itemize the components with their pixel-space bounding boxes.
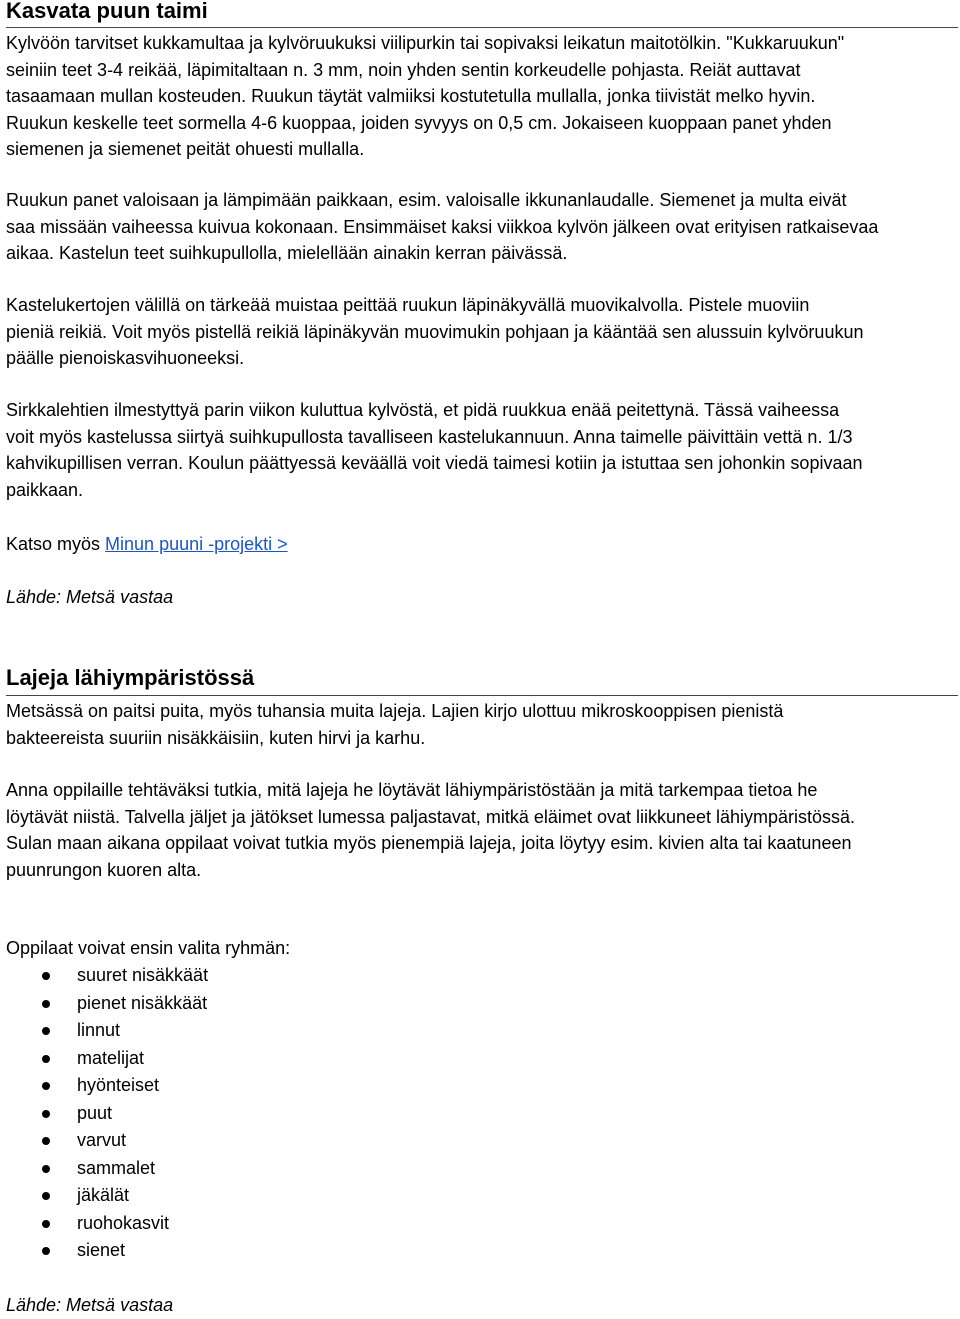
list-item bbox=[0, 1155, 600, 1183]
list-item-label: sammalet bbox=[77, 1157, 156, 1178]
text-line: Kylvöön tarvitset kukkamultaa ja kylvöruukuksi viilipurkin tai sopivaksi leikatun maitotölkin. "Kukkaruukun" bbox=[6, 33, 845, 53]
text-line: bakteereista suuriin nisäkkäisiin, kuten hirvi ja karhu. bbox=[6, 727, 426, 748]
paragraph-placement bbox=[6, 187, 958, 267]
bullet-icon bbox=[42, 1110, 50, 1118]
see-also-prefix: Katso myös bbox=[6, 534, 106, 554]
paragraph-assignment bbox=[6, 777, 958, 883]
list-item-label: hyönteiset bbox=[77, 1075, 160, 1095]
text-line: Anna oppilaille tehtäväksi tutkia, mitä lajeja he löytävät lähiympäristöstään ja mitä tarkempaa tietoa he bbox=[6, 780, 818, 800]
text-line: Sulan maan aikana oppilaat voivat tutkia myös pienempiä lajeja, joita löytyy esim. kivien alta tai kaatuneen bbox=[6, 833, 852, 853]
list-item-label: varvut bbox=[77, 1130, 127, 1150]
list-item bbox=[0, 1210, 600, 1238]
list-item-label: pienet nisäkkäät bbox=[77, 992, 208, 1013]
text-line: pieniä reikiä. Voit myös pistellä reikiä läpinäkyvän muovimukin pohjaan ja kääntää sen alussuin kylvöruukun bbox=[6, 321, 864, 342]
bullet-icon bbox=[42, 1137, 50, 1145]
bullet-icon bbox=[42, 1055, 50, 1063]
bullet-icon bbox=[42, 1165, 50, 1173]
list-item bbox=[0, 990, 600, 1018]
list-item bbox=[0, 1182, 600, 1210]
section-title-kasvata: Kasvata puun taimi bbox=[6, 0, 208, 23]
text-line: Kastelukertojen välillä on tärkeää muistaa peittää ruukun läpinäkyvällä muovikalvolla. Pistele muoviin bbox=[6, 295, 810, 315]
paragraph-seedlings bbox=[6, 397, 958, 503]
bullet-icon bbox=[42, 972, 50, 980]
text-line: saa missään vaiheessa kuivua kokonaan. Ensimmäiset kaksi viikkoa kylvön jälkeen ovat erityisen ratkaisevaa bbox=[6, 216, 879, 237]
bullet-icon bbox=[42, 1220, 50, 1228]
list-item-label: linnut bbox=[77, 1020, 121, 1040]
bullet-icon bbox=[42, 1027, 50, 1035]
heading-rule bbox=[6, 695, 958, 696]
text-line: paikkaan. bbox=[6, 479, 84, 500]
list-item bbox=[0, 1017, 600, 1045]
heading-rule bbox=[6, 27, 958, 28]
bullet-icon bbox=[42, 1247, 50, 1255]
list-item bbox=[0, 1100, 600, 1128]
list-item-label: jäkälät bbox=[77, 1185, 130, 1205]
bullet-icon bbox=[42, 1000, 50, 1008]
source-credit: Lähde: Metsä vastaa bbox=[6, 587, 174, 607]
paragraph-covering bbox=[6, 292, 958, 372]
text-line: löytävät niistä. Talvella jäljet ja jätökset lumessa paljastavat, mitkä eläimet ovat liikkuneet lähiympäristössä. bbox=[6, 806, 856, 827]
source-credit: Lähde: Metsä vastaa bbox=[6, 1295, 174, 1315]
list-item-label: puut bbox=[77, 1102, 113, 1123]
list-intro: Oppilaat voivat ensin valita ryhmän: bbox=[6, 938, 291, 958]
text-line: Ruukun keskelle teet sormella 4-6 kuoppaa, joiden syvyys on 0,5 cm. Jokaiseen kuoppaan panet yhden bbox=[6, 112, 832, 133]
list-item-label: matelijat bbox=[77, 1047, 145, 1068]
list-item bbox=[0, 1072, 600, 1100]
text-line: Sirkkalehtien ilmestyttyä parin viikon kuluttua kylvöstä, et pidä ruukkua enää peitettynä. Tässä vaiheessa bbox=[6, 400, 840, 420]
text-line: aikaa. Kastelun teet suihkupullolla, mielellään ainakin kerran päivässä. bbox=[6, 243, 568, 263]
paragraph-sowing bbox=[6, 30, 958, 163]
text-line: seiniin teet 3-4 reikää, läpimitaltaan n. 3 mm, noin yhden sentin korkeudelle pohjasta. Reiät auttavat bbox=[6, 59, 801, 80]
paragraph-species-intro bbox=[6, 698, 958, 751]
bullet-icon bbox=[42, 1082, 50, 1090]
group-list bbox=[0, 962, 600, 1265]
text-line: Metsässä on paitsi puita, myös tuhansia muita lajeja. Lajien kirjo ulottuu mikroskooppisen pienistä bbox=[6, 701, 784, 721]
minun-puuni-link[interactable]: Minun puuni -projekti > bbox=[105, 534, 288, 554]
bullet-icon bbox=[42, 1192, 50, 1200]
text-line: siemenen ja siemenet peität ohuesti mullalla. bbox=[6, 139, 365, 159]
text-line: päälle pienoiskasvihuoneeksi. bbox=[6, 348, 245, 368]
text-line: Ruukun panet valoisaan ja lämpimään paikkaan, esim. valoisalle ikkunanlaudalle. Siemenet ja multa eivät bbox=[6, 190, 847, 210]
text-line: voit myös kastelussa siirtyä suihkupullosta tavalliseen kastelukannuun. Anna taimelle päivittäin vettä n. 1/3 bbox=[6, 426, 853, 447]
list-item bbox=[0, 962, 600, 990]
text-line: tasaamaan mullan kosteuden. Ruukun täytät valmiiksi kostutetulla mullalla, jonka tiivistät melko hyvin. bbox=[6, 86, 816, 106]
see-also-line bbox=[6, 531, 958, 558]
list-item bbox=[0, 1237, 600, 1265]
text-line: puunrungon kuoren alta. bbox=[6, 859, 202, 880]
list-item-label: suuret nisäkkäät bbox=[77, 965, 209, 985]
list-item bbox=[0, 1127, 600, 1155]
list-item-label: ruohokasvit bbox=[77, 1212, 170, 1233]
list-item-label: sienet bbox=[77, 1240, 126, 1260]
list-item bbox=[0, 1045, 600, 1073]
text-line: kahvikupillisen verran. Koulun päättyessä keväällä voit viedä taimesi kotiin ja istuttaa sen johonkin sopivaan bbox=[6, 453, 863, 473]
section-title-lajeja: Lajeja lähiympäristössä bbox=[6, 665, 255, 690]
